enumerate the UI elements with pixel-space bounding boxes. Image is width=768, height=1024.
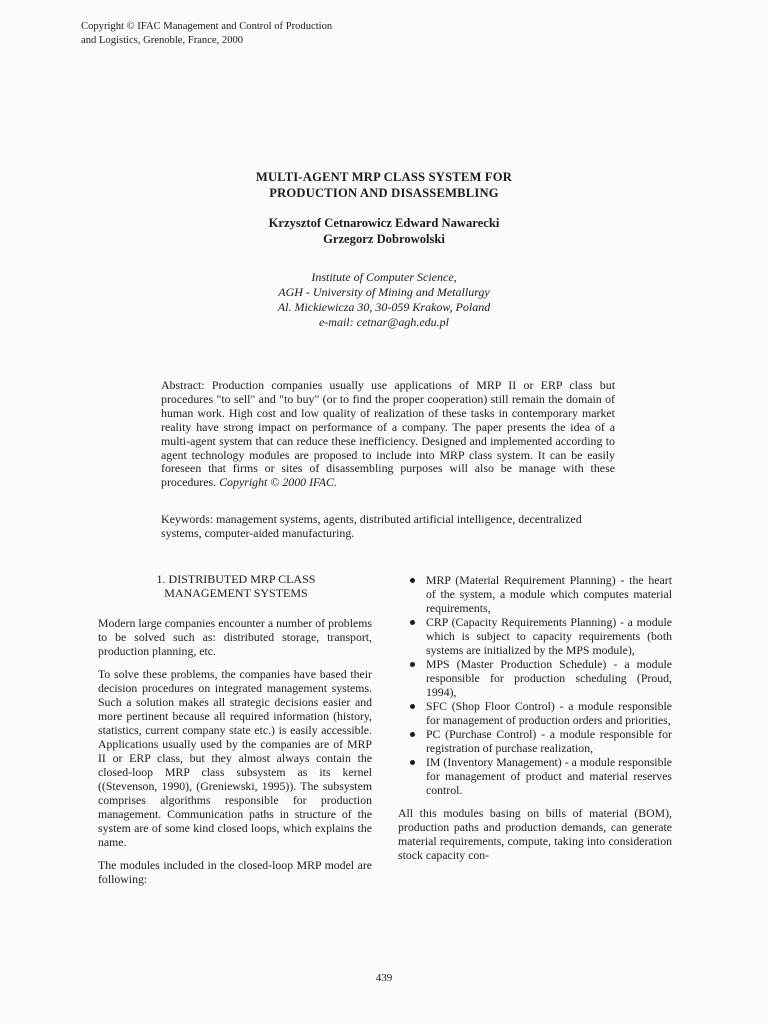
right-column <box>398 573 672 862</box>
paper-authors <box>200 215 568 247</box>
section-heading-line-2: MANAGEMENT SYSTEMS <box>164 586 308 600</box>
list-item-text: CRP (Capacity Requirements Planning) - a module which is subject to capacity requirements (both systems are initialized by the MPS module), <box>426 615 672 657</box>
copyright-line-2: and Logistics, Grenoble, France, 2000 <box>81 35 244 46</box>
bullet-icon <box>410 662 415 667</box>
body-paragraph: The modules included in the closed-loop MRP model are following: <box>98 858 372 886</box>
list-item-text: MPS (Master Production Schedule) - a module responsible for production scheduling (Proud, 1994), <box>426 657 672 699</box>
authors-line-2: Grzegorz Dobrowolski <box>323 232 445 246</box>
section-heading-line-1: 1. DISTRIBUTED MRP CLASS <box>156 572 316 586</box>
body-paragraph: All this modules basing on bills of material (BOM), production paths and production demands, can generate material requirements, compute, taking into consideration stock capacity con- <box>398 806 672 862</box>
author-affiliation <box>200 270 568 330</box>
paper-title-line-1: MULTI-AGENT MRP CLASS SYSTEM FOR <box>255 170 513 184</box>
body-paragraph: To solve these problems, the companies have based their decision procedures on integrated management systems. Such a solution makes all strategic decisions easier and more pertinent because all required information (history, statistics, current company state etc.) is easily accessible. Applications usually used by the companies are of MRP II or ERP class, but they almost always contain the closed-loop MRP class subsystem as its kernel ((Stevenson, 1990), (Greniewski, 1995)). The subsystem comprises algorithms responsible for production management. Communication paths in structure of the system are of some kind closed loops, which explains the name. <box>98 667 372 849</box>
list-item <box>398 699 672 727</box>
abstract-text: Abstract: Production companies usually use applications of MRP II or ERP class but procedures "to sell" and "to buy" (or to find the proper cooperation) still remain the domain of human work. High cost and low quality of realization of these tasks in contemporary market reality have strong impact on performance of a company. The paper presents the idea of a multi-agent system that can reduce these inefficiency. Designed and implemented according to agent technology modules are proposed to include into MRP class system. It can be easily foreseen that firms or sites of disassembling purposes will also be manage with these procedures. <box>161 378 615 490</box>
bullet-icon <box>410 760 415 765</box>
list-item <box>398 755 672 797</box>
abstract-copyright: Copyright © 2000 IFAC. <box>219 475 337 490</box>
module-list <box>398 573 672 797</box>
paper-title-line-2: PRODUCTION AND DISASSEMBLING <box>269 186 499 200</box>
paper-title <box>200 169 568 201</box>
section-1-heading <box>100 572 372 600</box>
affiliation-line: Al. Mickiewicza 30, 30-059 Krakow, Poland <box>277 300 491 314</box>
list-item-text: MRP (Material Requirement Planning) - the heart of the system, a module which computes material requirements, <box>426 573 672 615</box>
body-paragraph: Modern large companies encounter a number of problems to be solved such as: distributed storage, transport, production planning, etc. <box>98 616 372 658</box>
list-item-text: IM (Inventory Management) - a module responsible for management of product and material reserves control. <box>426 755 672 797</box>
list-item-text: PC (Purchase Control) - a module responsible for registration of purchase realization, <box>426 727 672 755</box>
affiliation-email: e-mail: cetnar@agh.edu.pl <box>318 315 449 329</box>
list-item <box>398 615 672 657</box>
bullet-icon <box>410 704 415 709</box>
affiliation-line: Institute of Computer Science, <box>311 270 457 284</box>
copyright-notice <box>81 20 401 48</box>
list-item <box>398 573 672 615</box>
affiliation-line: AGH - University of Mining and Metallurgy <box>278 285 490 299</box>
copyright-line-1: Copyright © IFAC Management and Control of Production <box>81 21 333 32</box>
list-item <box>398 657 672 699</box>
bullet-icon <box>410 732 415 737</box>
page-number: 439 <box>375 972 393 984</box>
authors-line-1: Krzysztof Cetnarowicz Edward Nawarecki <box>268 216 500 230</box>
list-item <box>398 727 672 755</box>
bullet-icon <box>410 620 415 625</box>
abstract <box>161 379 615 490</box>
left-column <box>98 616 372 895</box>
list-item-text: SFC (Shop Floor Control) - a module responsible for management of production orders and priorities, <box>426 699 672 727</box>
bullet-icon <box>410 578 415 583</box>
keywords: Keywords: management systems, agents, distributed artificial intelligence, decentralized systems, computer-aided manufacturing. <box>161 512 582 540</box>
